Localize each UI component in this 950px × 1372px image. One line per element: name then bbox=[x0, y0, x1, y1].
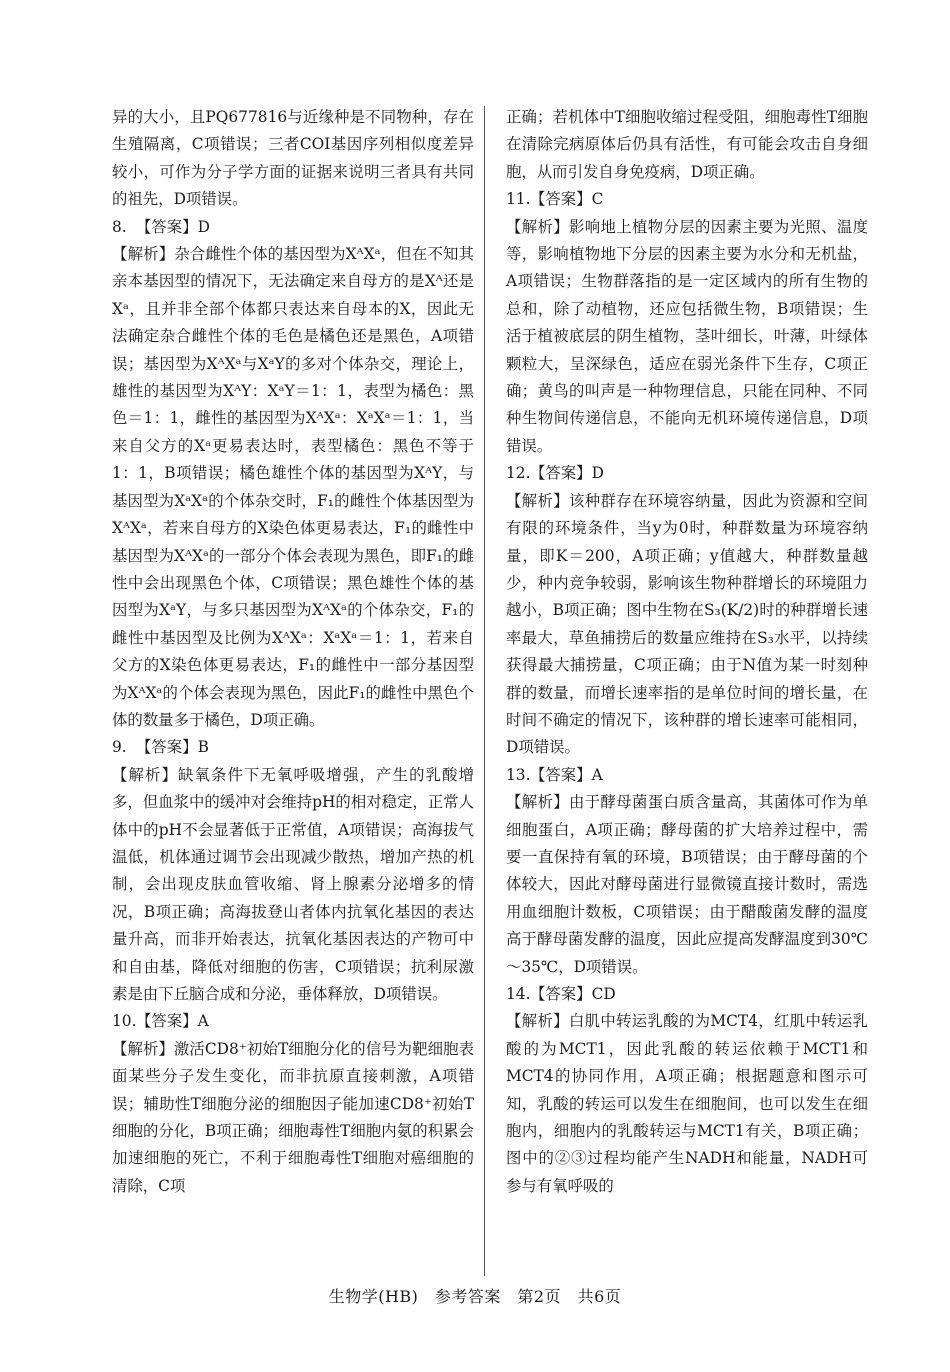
q10-number: 10. bbox=[112, 1012, 137, 1031]
column-divider bbox=[484, 106, 485, 1276]
q12-answer: 【答案】D bbox=[530, 464, 604, 483]
q7-continuation: 异的大小，且PQ677816与近缘种是不同物种，存在生殖隔离，C项错误；三者COI基因序列相似度差异较小，可作为分子学方面的证据来说明三者具有共同的祖先，D项错误。 bbox=[112, 108, 474, 209]
q14-number: 14. bbox=[506, 985, 531, 1003]
q9-answer: 【答案】B bbox=[136, 738, 209, 757]
q14-answer-row bbox=[506, 981, 868, 1008]
q8-explanation: 【解析】杂合雌性个体的基因型为XᴬXᵃ，但在不知其亲本基因型的情况下，无法确定来自母方的是Xᴬ还是Xᵃ，且并非全部个体都只表达来自母本的X，因此无法确定杂合雌性个体的毛色是橘色还是黑色，A项错误；基因型为XᴬXᵃ与XᵃY的多对个体杂交，理论上，雄性的基因型为XᴬY：XᵃY＝1：1，表型为橘色：黑色＝1：1，雌性的基因型为XᴬXᵃ：XᵃXᵃ＝1：1，当来自父方的Xᵃ更易表达时，表型橘色：黑色不等于1：1，B项错误；橘色雄性个体的基因型为XᴬY，与基因型为XᵃXᵃ的个体杂交时，F₁的雌性个体基因型为XᴬXᵃ，若来自母方的X染色体更易表达，F₁的雌性中基因型为XᴬXᵃ的一部分个体会表现为黑色，即F₁的雌性中会出现黑色个体，C项错误；黑色雄性个体的基因型为XᵃY，与多只基因型为XᴬXᵃ的个体杂交，F₁的雌性中基因型及比例为XᴬXᵃ：XᵃXᵃ＝1：1，若来自父方的X染色体更易表达，F₁的雌性中一部分基因型为XᴬXᵃ的个体会表现为黑色，因此F₁的雌性中黑色个体的数量多于橘色，D项正确。 bbox=[112, 245, 474, 729]
q14-explanation: 【解析】白肌中转运乳酸的为MCT4，红肌中转运乳酸的为MCT1，因此乳酸的转运依赖于MCT1和MCT4的协同作用，A项正确；根据题意和图示可知，乳酸的转运可以发生在细胞间，也可以发生在细胞内，细胞内的乳酸转运与MCT1有关，B项正确；图中的②③过程均能产生NADH和能量，NADH可参与有氧呼吸的 bbox=[506, 1012, 868, 1195]
q13-answer-row bbox=[506, 762, 868, 789]
q9-number: 9. bbox=[112, 738, 127, 757]
q10-answer-row bbox=[112, 1008, 474, 1035]
q11-answer: 【答案】C bbox=[530, 190, 604, 209]
q8-answer: 【答案】D bbox=[136, 217, 210, 236]
q13-answer: 【答案】A bbox=[530, 765, 603, 784]
q11-explanation: 【解析】影响地上植物分层的因素主要为光照、温度等，影响植物地下分层的因素主要为水分和无机盐，A项错误；生物群落指的是一定区域内的所有生物的总和，除了动植物，还应包括微生物，B项错误；生活于植被底层的阴生植物，茎叶细长，叶薄，叶绿体颗粒大，呈深绿色，适应在弱光条件下生存，C项正确；黄鸟的叫声是一种物理信息，只能在同种、不同种生物间传递信息，不能向无机环境传递信息，D项错误。 bbox=[506, 217, 868, 455]
right-column bbox=[506, 104, 868, 1200]
q8-number: 8. bbox=[112, 217, 127, 236]
page-footer: 生物学(HB) 参考答案 第2页 共6页 bbox=[328, 1287, 622, 1306]
q11-answer-row bbox=[506, 186, 868, 213]
q13-explanation: 【解析】由于酵母菌蛋白质含量高，其菌体可作为单细胞蛋白，A项正确；酵母菌的扩大培养过程中，需要一直保持有氧的环境，B项错误；由于酵母菌的个体较大，因此对酵母菌进行显微镜直接计数时，需选用血细胞计数板，C项错误；由于醋酸菌发酵的温度高于酵母菌发酵的温度，因此应提高发酵温度到30℃～35℃，D项错误。 bbox=[506, 793, 868, 976]
q12-number: 12. bbox=[506, 464, 531, 483]
q9-answer-row bbox=[112, 734, 474, 761]
q8-answer-row bbox=[112, 214, 474, 241]
q12-answer-row bbox=[506, 460, 868, 487]
q12-explanation: 【解析】该种群存在环境容纳量，因此为资源和空间有限的环境条件，当y为0时，种群数量为环境容纳量，即K＝200，A项正确；y值越大，种群数量越少，种内竞争较弱，影响该生物种群增长的环境阻力越小，B项正确；图中生物在S₃(K/2)时的种群增长速率最大，草鱼捕捞后的数量应维持在S₃水平，以持续获得最大捕捞量，C项正确；由于N值为某一时刻种群的数量，而增长速率指的是单位时间的增长量，在时间不确定的情况下，该种群的增长速率可能相同，D项错误。 bbox=[506, 491, 868, 757]
q10-explanation: 【解析】激活CD8⁺初始T细胞分化的信号为靶细胞表面某些分子发生变化，而非抗原直接刺激，A项错误；辅助性T细胞分泌的细胞因子能加速CD8⁺初始T细胞的分化，B项正确；细胞毒性T细胞内氨的积累会加速细胞的死亡，不利于细胞毒性T细胞对癌细胞的清除，C项 bbox=[112, 1039, 474, 1195]
left-column bbox=[112, 104, 474, 1200]
q9-explanation: 【解析】缺氧条件下无氧呼吸增强，产生的乳酸增多，但血浆中的缓冲对会维持pH的相对稳定，正常人体中的pH不会显著低于正常值，A项错误；高海拔气温低，机体通过调节会出现减少散热，增加产热的机制，会出现皮肤血管收缩、肾上腺素分泌增多的情况，B项正确；高海拔登山者体内抗氧化基因的表达量升高，而非开始表达，抗氧化基因表达的产物可中和自由基，降低对细胞的伤害，C项错误；抗利尿激素是由下丘脑合成和分泌，垂体释放，D项错误。 bbox=[112, 765, 474, 1003]
q10-continuation: 正确；若机体中T细胞收缩过程受阻，细胞毒性T细胞在清除完病原体后仍具有活性，有可能会攻击自身细胞，从而引发自身免疫病，D项正确。 bbox=[506, 108, 868, 181]
q11-number: 11. bbox=[506, 190, 531, 209]
q14-answer: 【答案】CD bbox=[530, 985, 616, 1003]
q10-answer: 【答案】A bbox=[136, 1012, 209, 1031]
q13-number: 13. bbox=[506, 765, 531, 784]
